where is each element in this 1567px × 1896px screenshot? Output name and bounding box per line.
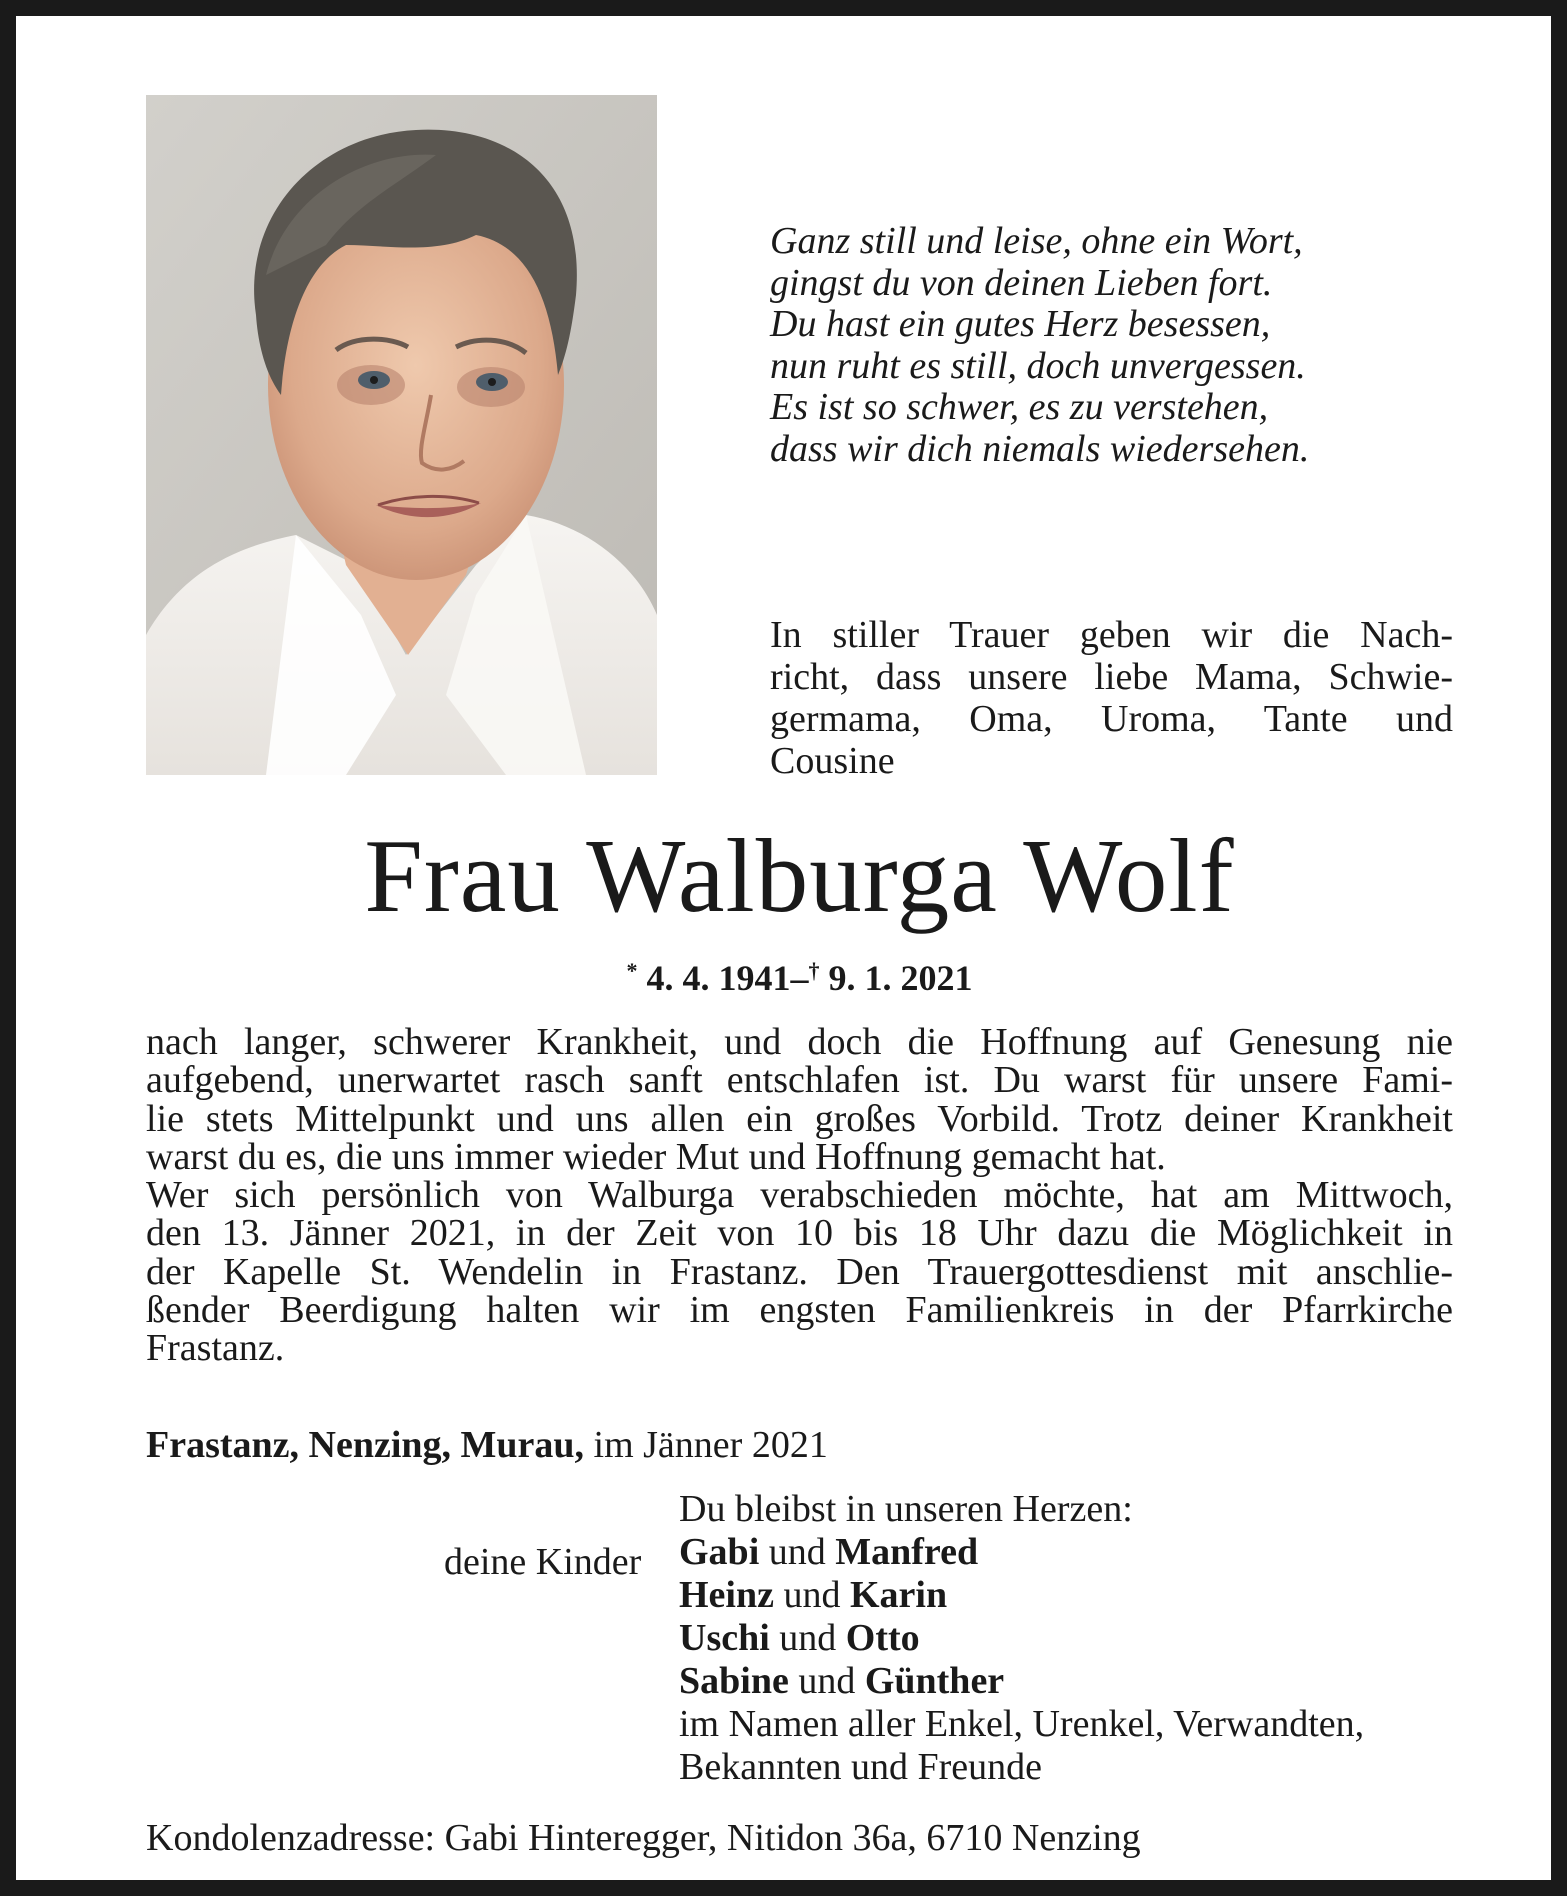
child-name: Uschi — [679, 1617, 770, 1659]
family-footer-line: Bekannten und Freunde — [679, 1746, 1043, 1788]
conjunction: und — [768, 1531, 826, 1573]
intro-line: In stiller Trauer geben wir die Nach- — [770, 614, 1453, 656]
body-line: lie stets Mittelpunkt und uns allen ein großes Vorbild. Trotz deiner Krankheit — [146, 1097, 1453, 1140]
portrait-image — [146, 95, 657, 775]
place-date-line — [146, 1423, 828, 1467]
body-line: Wer sich persönlich von Walburga verabschieden möchte, hat am Mittwoch, — [146, 1174, 1453, 1217]
child-name: Heinz — [679, 1574, 774, 1616]
condolence-address: Kondolenzadresse: Gabi Hinteregger, Nitidon 36a, 6710 Nenzing — [146, 1817, 1141, 1859]
death-date: 9. 1. 2021 — [828, 958, 973, 998]
family-footer-line: im Namen aller Enkel, Urenkel, Verwandten, — [679, 1703, 1365, 1745]
poem-line: Es ist so schwer, es zu verstehen, — [770, 386, 1269, 428]
month-year: im Jänner 2021 — [593, 1424, 828, 1466]
death-symbol: † — [808, 958, 820, 983]
birth-symbol: * — [626, 958, 638, 983]
portrait-photo — [146, 95, 657, 775]
birth-date: 4. 4. 1941 — [646, 958, 791, 998]
children-label: deine Kinder — [444, 1541, 642, 1583]
life-dates — [16, 948, 1567, 1001]
partner-name: Manfred — [835, 1531, 979, 1573]
family-signature — [679, 1488, 1364, 1789]
child-name: Sabine — [679, 1660, 789, 1702]
partner-name: Otto — [845, 1617, 920, 1659]
partner-name: Günther — [864, 1660, 1005, 1702]
poem-line: Du hast ein gutes Herz besessen, — [770, 303, 1271, 345]
couple-line — [679, 1531, 1364, 1574]
body-line: Frastanz. — [146, 1327, 285, 1370]
couple-line — [679, 1617, 1364, 1660]
couple-line — [679, 1660, 1364, 1703]
poem-line: dass wir dich niemals wiedersehen. — [770, 427, 1310, 470]
intro-text — [770, 614, 1453, 782]
child-name: Gabi — [679, 1531, 760, 1573]
poem — [770, 221, 1490, 470]
body-line: ßender Beerdigung halten wir im engsten Familienkreis in der Pfarrkirche — [146, 1289, 1453, 1332]
towns: Frastanz, Nenzing, Murau, — [146, 1424, 585, 1466]
poem-line: gingst du von deinen Lieben fort. — [770, 261, 1273, 304]
intro-line: germama, Oma, Uroma, Tante und — [770, 698, 1453, 740]
obituary-body — [146, 1023, 1453, 1368]
body-line: warst du es, die uns immer wieder Mut und Hoffnung gemacht hat. — [146, 1135, 1166, 1178]
intro-line: richt, dass unsere liebe Mama, Schwie- — [770, 656, 1453, 698]
couple-line — [679, 1574, 1364, 1617]
deceased-name: Frau Walburga Wolf — [364, 817, 1235, 934]
conjunction: und — [783, 1574, 841, 1616]
partner-name: Karin — [849, 1574, 948, 1616]
conjunction: und — [779, 1617, 837, 1659]
intro-line: Cousine — [770, 740, 895, 782]
conjunction: und — [798, 1660, 856, 1702]
family-heading: Du bleibst in unseren Herzen: — [679, 1488, 1133, 1530]
poem-line: Ganz still und leise, ohne ein Wort, — [770, 220, 1303, 262]
poem-line: nun ruht es still, doch unvergessen. — [770, 344, 1306, 387]
body-line: nach langer, schwerer Krankheit, und doch die Hoffnung auf Genesung nie — [146, 1021, 1453, 1063]
body-line: der Kapelle St. Wendelin in Frastanz. Den Trauergottesdienst mit anschlie- — [146, 1250, 1453, 1293]
date-separator: – — [790, 958, 809, 998]
body-line: aufgebend, unerwartet rasch sanft entschlafen ist. Du warst für unsere Fami- — [146, 1059, 1453, 1102]
body-line: den 13. Jänner 2021, in der Zeit von 10 bis 18 Uhr dazu die Möglichkeit in — [146, 1212, 1453, 1255]
